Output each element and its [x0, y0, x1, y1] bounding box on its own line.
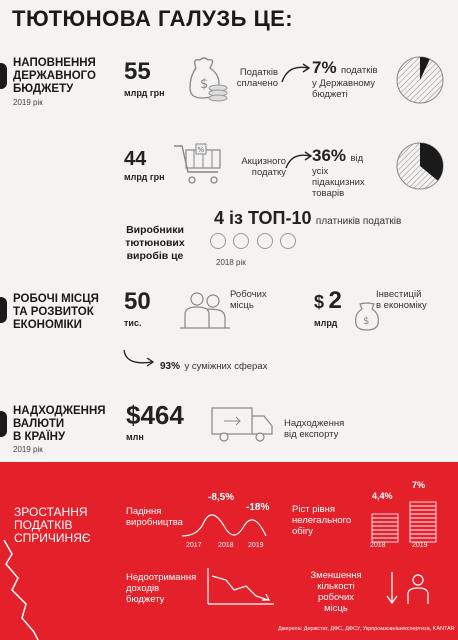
- medal-icon: [257, 233, 273, 249]
- svg-text:$: $: [363, 316, 370, 327]
- jobs-heading: РОБОЧІ МІСЦЯ ТА РОЗВИТОК ЕКОНОМІКИ: [13, 293, 99, 331]
- illegal-year-2018: 2018: [370, 542, 386, 549]
- producers-label: Виробники тютюнових виробів це: [125, 224, 185, 262]
- section-marker: [0, 63, 7, 89]
- production-label: Падіння виробництва: [126, 506, 183, 528]
- excise-share-label-1: усіх: [312, 166, 329, 177]
- section-marker: [0, 411, 7, 437]
- production-year-2017: 2017: [186, 542, 202, 549]
- invest-block: [314, 287, 342, 315]
- production-change-2: -18%: [246, 502, 270, 513]
- taxes-unit: млрд грн: [124, 88, 165, 98]
- excise-share-label-2: підакцизних: [312, 177, 365, 188]
- production-wave-line: [180, 506, 270, 546]
- medal-icon: [233, 233, 249, 249]
- taxes-value: 55: [124, 58, 151, 85]
- truck-icon: [210, 404, 276, 446]
- source-note: Джерела: Держстат, ДФС, ДФСУ, Укрпромзовнішекспертиза, KANTAR: [278, 626, 455, 632]
- invest-unit: млрд: [314, 318, 338, 328]
- currency-year: 2019 рік: [13, 445, 43, 454]
- related-value: 93%: [160, 361, 181, 372]
- jobs-value: 50: [124, 288, 151, 315]
- jobs-label: Робочих місць: [230, 289, 267, 311]
- workers-icon: [180, 290, 230, 334]
- share-pie-icon: [394, 54, 446, 106]
- medal-icon: [210, 233, 226, 249]
- production-change-1: -8,5%: [208, 492, 235, 503]
- top-year: 2018 рік: [216, 258, 246, 267]
- tax-growth-heading: ЗРОСТАННЯ ПОДАТКІВ СПРИЧИНЯЄ: [14, 505, 91, 545]
- curved-arrow-icon: [280, 60, 312, 86]
- invest-label: Інвестицій в економіку: [376, 289, 427, 311]
- excise-share-label-3: товарів: [312, 188, 345, 199]
- top-label: платників податків: [315, 216, 402, 227]
- currency-value: $464: [126, 400, 184, 430]
- excise-share-value: 36%: [312, 146, 347, 165]
- illegal-label: Ріст рівня нелегального обігу: [292, 504, 352, 537]
- share-value: 7%: [312, 58, 337, 77]
- currency-heading: НАДХОДЖЕННЯ ВАЛЮТИ В КРАЇНУ: [13, 405, 106, 443]
- excise-share-label-0: від: [350, 153, 364, 164]
- crack-decoration: [0, 540, 60, 640]
- illegal-value-2019: 7%: [412, 480, 426, 490]
- currency-unit: млн: [126, 432, 144, 442]
- top-value: 4 із ТОП-10: [214, 208, 312, 228]
- excise-value: 44: [124, 148, 147, 170]
- jobs-unit: тис.: [124, 318, 142, 328]
- share-label-2: бюджеті: [312, 89, 348, 100]
- medal-icon: [280, 233, 296, 249]
- money-bag-icon: [188, 54, 230, 102]
- shopping-cart-icon: [172, 140, 228, 186]
- curved-arrow-icon-2: [284, 148, 314, 172]
- production-year-2019: 2019: [248, 542, 264, 549]
- budget-heading: НАПОВНЕННЯ ДЕРЖАВНОГО БЮДЖЕТУ: [13, 57, 96, 95]
- related-label: у суміжних сферах: [184, 361, 268, 372]
- illegal-value-2018: 4,4%: [372, 491, 393, 501]
- svg-text:%: %: [197, 146, 205, 154]
- page-title: ТЮТЮНОВА ГАЛУЗЬ ЦЕ:: [12, 6, 294, 31]
- workers-down-icon: [384, 568, 440, 610]
- excise-unit: млрд грн: [124, 172, 165, 182]
- top-block: [214, 208, 401, 229]
- excise-share-block: [312, 146, 392, 199]
- invest-value: 2: [328, 287, 342, 314]
- illegal-year-2019: 2019: [412, 542, 428, 549]
- svg-text:$: $: [200, 77, 209, 92]
- share-label-0: податків: [341, 65, 378, 76]
- share-label-1: у Державному: [312, 78, 375, 89]
- money-stacks-icon: [370, 500, 442, 544]
- tax-growth-panel: [0, 462, 458, 640]
- curved-arrow-icon-3: [122, 348, 156, 370]
- section-marker: [0, 297, 7, 323]
- related-block: [160, 356, 267, 374]
- budget-loss-label: Недоотримання доходів бюджету: [126, 572, 197, 605]
- excise-pie-icon: [394, 140, 446, 192]
- excise-label: Акцизного податку: [241, 156, 286, 178]
- taxes-label: Податків сплачено: [236, 67, 278, 89]
- production-year-2018: 2018: [218, 542, 234, 549]
- share-block: [312, 58, 392, 100]
- budget-year: 2019 рік: [13, 98, 43, 107]
- jobs-loss-label: Зменшення кількості робочих місць: [310, 570, 362, 614]
- invest-currency: $: [314, 292, 325, 312]
- currency-label: Надходження від експорту: [284, 418, 345, 440]
- medals-row: [210, 233, 299, 254]
- declining-chart-icon: [204, 566, 276, 608]
